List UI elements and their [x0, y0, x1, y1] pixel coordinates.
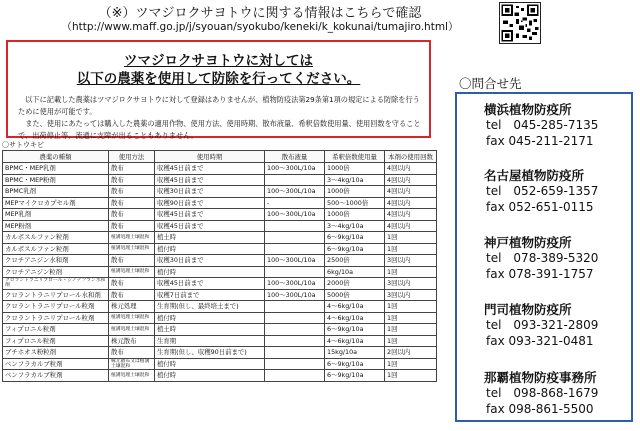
info-url[interactable]: （http://www.maff.go.jp/j/syouan/syokubo/keneki/k_kokunai/tumajiro.html）	[61, 21, 459, 33]
cell-dilution: 15kg/10a	[325, 347, 385, 359]
cell-pesticide: ベンフラカルブ粒剤	[3, 358, 109, 370]
cell-spray-volume	[265, 324, 325, 336]
table-row	[3, 358, 437, 370]
info-note: （※）ツマジロクサヨトウに関する情報はこちらで確認	[98, 6, 422, 21]
notice-box	[6, 40, 431, 138]
table-row	[3, 163, 437, 175]
cell-use-count: 4回以内	[385, 220, 437, 232]
table-row	[3, 243, 437, 255]
office-moji	[484, 302, 634, 349]
cell-spray-volume	[265, 174, 325, 186]
cell-timing: 植付時	[155, 358, 265, 370]
office-name: 横浜植物防疫所	[484, 102, 572, 117]
office-tel[interactable]: tel 078-389-5320	[486, 251, 599, 265]
table-row	[3, 324, 437, 336]
cell-spray-volume	[265, 347, 325, 359]
cell-pesticide: フィプロニル粒剤	[3, 335, 109, 347]
table-row	[3, 174, 437, 186]
cell-dilution: 6～9kg/10a	[325, 324, 385, 336]
office-name: 那覇植物防疫事務所	[484, 370, 597, 385]
cell-use-count: 1回	[385, 324, 437, 336]
cell-use-count: 4回以内	[385, 197, 437, 209]
col-header-dilution: 希釈倍数使用量	[325, 151, 385, 163]
cell-dilution: 6～9kg/10a	[325, 358, 385, 370]
cell-use-count: 1回	[385, 243, 437, 255]
cell-spray-volume	[265, 370, 325, 382]
table-row	[3, 289, 437, 301]
cell-dilution: 3～4kg/10a	[325, 174, 385, 186]
cell-method: 散布	[109, 174, 155, 186]
office-name: 門司植物防疫所	[484, 302, 572, 317]
table-row	[3, 335, 437, 347]
table-row	[3, 266, 437, 278]
cell-dilution: 5000倍	[325, 289, 385, 301]
cell-use-count: 1回	[385, 335, 437, 347]
cell-spray-volume	[265, 312, 325, 324]
cell-spray-volume: 100～300L/10a	[265, 289, 325, 301]
cell-pesticide: クロラントラニリプロール・ジノテフラン水和剤	[3, 278, 109, 290]
qr-code-icon[interactable]	[499, 2, 541, 44]
cell-timing: 植付時	[155, 312, 265, 324]
office-fax: fax 045-211-2171	[486, 133, 594, 148]
office-kobe	[484, 235, 634, 282]
cell-pesticide: MEP粉剤	[3, 220, 109, 232]
cell-method: 株元散布	[109, 335, 155, 347]
cell-method: 散布	[109, 186, 155, 198]
col-header-timing: 使用時期	[155, 151, 265, 163]
col-header-spray-volume: 散布液量	[265, 151, 325, 163]
cell-method: 植溝処理土壌混和	[109, 324, 155, 336]
cell-use-count: 1回	[385, 358, 437, 370]
cell-spray-volume	[265, 266, 325, 278]
table-header-row	[3, 151, 437, 163]
cell-timing: 収穫45日前まで	[155, 209, 265, 221]
cell-method: 植溝処理土壌混和	[109, 243, 155, 255]
notice-paragraph-1: 以下に記載した農薬はツマジロクサヨトウに対して登録はありませんが、植物防疫法第29条第1項の規定による防除を行うために使用が可能です。	[18, 95, 420, 116]
cell-pesticide: BPMC乳剤	[3, 186, 109, 198]
office-tel[interactable]: tel 098-868-1679	[486, 386, 599, 400]
cell-method: 散布	[109, 209, 155, 221]
cell-method: 散布	[109, 347, 155, 359]
cell-timing: 収穫45日前まで	[155, 163, 265, 175]
cell-timing: 生育期(但し、収穫90日前まで)	[155, 347, 265, 359]
office-name: 神戸植物防疫所	[484, 235, 572, 250]
cell-use-count: 3回以内	[385, 278, 437, 290]
cell-pesticide: クロチアニジン水和剤	[3, 255, 109, 267]
cell-method: 植溝処理土壌混和	[109, 232, 155, 244]
cell-spray-volume	[265, 220, 325, 232]
notice-paragraph-2: また、使用にあたっては購入した農薬の適用作物、使用方法、使用時期、散布液量、希釈倍数使用量、使用回数を守ることで、出荷停止等、流通に支障が出ることもありません。	[18, 119, 421, 140]
col-header-method: 使用方法	[109, 151, 155, 163]
cell-timing: 収穫7日前まで	[155, 289, 265, 301]
cell-pesticide: クロラントラニリプロール水和剤	[3, 289, 109, 301]
cell-timing: 植土時	[155, 324, 265, 336]
cell-use-count: 4回以内	[385, 209, 437, 221]
cell-dilution: 4～6kg/10a	[325, 335, 385, 347]
table-row	[3, 255, 437, 267]
cell-timing: 収穫45日前まで	[155, 278, 265, 290]
cell-pesticide: BPMC・MEP粉剤	[3, 174, 109, 186]
table-row	[3, 220, 437, 232]
cell-timing: 収穫30日前まで	[155, 186, 265, 198]
cell-dilution: 500～1000倍	[325, 197, 385, 209]
office-yokohama	[484, 102, 634, 149]
cell-dilution: 6～9kg/10a	[325, 232, 385, 244]
cell-spray-volume	[265, 243, 325, 255]
cell-use-count: 4回以内	[385, 186, 437, 198]
table-row	[3, 370, 437, 382]
table-caption: 〇サトウキビ	[2, 141, 44, 149]
table-row	[3, 186, 437, 198]
table-row	[3, 209, 437, 221]
cell-use-count: 2回以内	[385, 347, 437, 359]
inquiry-title: 〇問合せ先	[459, 76, 522, 91]
cell-dilution: 1000倍	[325, 186, 385, 198]
office-fax: fax 052-651-0115	[486, 199, 594, 214]
cell-dilution: 2500倍	[325, 255, 385, 267]
cell-pesticide: MEPマイクロカプセル剤	[3, 197, 109, 209]
cell-dilution: 4～6kg/10a	[325, 312, 385, 324]
cell-timing: 収穫30日前まで	[155, 255, 265, 267]
pesticide-table	[2, 150, 437, 382]
cell-use-count: 4回以内	[385, 174, 437, 186]
col-header-use-count: 本剤の使用回数	[385, 151, 437, 163]
cell-dilution: 3～4kg/10a	[325, 220, 385, 232]
office-name: 名古屋植物防疫所	[484, 168, 585, 183]
cell-timing: 植付時	[155, 243, 265, 255]
cell-spray-volume: -	[265, 197, 325, 209]
cell-pesticide: BPMC・MEP乳剤	[3, 163, 109, 175]
office-naha	[484, 370, 634, 417]
cell-method: 散布	[109, 255, 155, 267]
table-row	[3, 347, 437, 359]
cell-pesticide: ベンフラカルブ粒剤	[3, 370, 109, 382]
cell-method: 株元処理	[109, 301, 155, 313]
cell-method: 散布	[109, 289, 155, 301]
inquiry-box	[455, 92, 633, 422]
cell-timing: 生育期	[155, 335, 265, 347]
cell-method: 散布	[109, 197, 155, 209]
cell-method: 散布	[109, 278, 155, 290]
cell-pesticide: クロラントラニリプロール粒剤	[3, 312, 109, 324]
cell-use-count: 4回以内	[385, 163, 437, 175]
cell-method: 植溝処理土壌混和	[109, 370, 155, 382]
cell-timing: 植付時	[155, 370, 265, 382]
office-fax: fax 078-391-1757	[486, 266, 594, 281]
cell-method: 散布	[109, 220, 155, 232]
cell-method: 散布	[109, 163, 155, 175]
cell-method: 植溝処理土壌混和	[109, 312, 155, 324]
cell-spray-volume	[265, 358, 325, 370]
cell-spray-volume	[265, 232, 325, 244]
cell-dilution: 6～9kg/10a	[325, 370, 385, 382]
cell-timing: 植付時	[155, 266, 265, 278]
cell-use-count: 1回	[385, 232, 437, 244]
cell-dilution: 4～6kg/10a	[325, 301, 385, 313]
table-row	[3, 278, 437, 290]
cell-spray-volume: 100～300L/10a	[265, 255, 325, 267]
cell-dilution: 1000倍	[325, 209, 385, 221]
cell-pesticide: ブチホオス粉粒剤	[3, 347, 109, 359]
cell-method: 植溝処理土壌混和	[109, 266, 155, 278]
cell-use-count: 1回	[385, 370, 437, 382]
cell-use-count: 1回	[385, 301, 437, 313]
cell-pesticide: MEP乳剤	[3, 209, 109, 221]
cell-spray-volume: 100～300L/10a	[265, 209, 325, 221]
cell-timing: 収穫45日前まで	[155, 174, 265, 186]
cell-use-count: 3回以内	[385, 255, 437, 267]
cell-spray-volume: 100～300L/10a	[265, 163, 325, 175]
cell-dilution: 6～9kg/10a	[325, 243, 385, 255]
cell-spray-volume: 100～300L/10a	[265, 278, 325, 290]
notice-title-line1: ツマジロクサヨトウに対しては	[124, 53, 313, 69]
notice-title-line2: 以下の農薬を使用して防除を行ってください。	[76, 71, 361, 87]
office-nagoya	[484, 168, 634, 215]
cell-spray-volume	[265, 301, 325, 313]
cell-timing: 収穫90日前まで	[155, 197, 265, 209]
cell-pesticide: クロラントラニリプロール粒剤	[3, 301, 109, 313]
cell-use-count: 3回以内	[385, 289, 437, 301]
cell-timing: 生育期(但し、最終培土まで)	[155, 301, 265, 313]
office-tel[interactable]: tel 045-285-7135	[486, 118, 599, 132]
cell-spray-volume	[265, 335, 325, 347]
office-fax: fax 098-861-5500	[486, 401, 594, 416]
cell-use-count: 1回	[385, 312, 437, 324]
office-tel[interactable]: tel 052-659-1357	[486, 184, 599, 198]
cell-pesticide: カルボスルファン粒剤	[3, 232, 109, 244]
cell-pesticide: カルボスルファン粒剤	[3, 243, 109, 255]
office-tel[interactable]: tel 093-321-2809	[486, 318, 599, 332]
table-row	[3, 197, 437, 209]
cell-dilution: 2000倍	[325, 278, 385, 290]
cell-method: 株元散布又は植溝土壌混和	[109, 358, 155, 370]
cell-dilution: 1000倍	[325, 163, 385, 175]
cell-timing: 収穫45日前まで	[155, 220, 265, 232]
cell-timing: 植土時	[155, 232, 265, 244]
cell-pesticide: フィプロニル粒剤	[3, 324, 109, 336]
table-row	[3, 232, 437, 244]
col-header-pesticide: 農薬の種類	[3, 151, 109, 163]
table-row	[3, 301, 437, 313]
cell-use-count: 1回	[385, 266, 437, 278]
cell-pesticide: クロチアニジン粒剤	[3, 266, 109, 278]
cell-dilution: 6kg/10a	[325, 266, 385, 278]
table-row	[3, 312, 437, 324]
office-fax: fax 093-321-0481	[486, 333, 594, 348]
cell-spray-volume: 100～300L/10a	[265, 186, 325, 198]
